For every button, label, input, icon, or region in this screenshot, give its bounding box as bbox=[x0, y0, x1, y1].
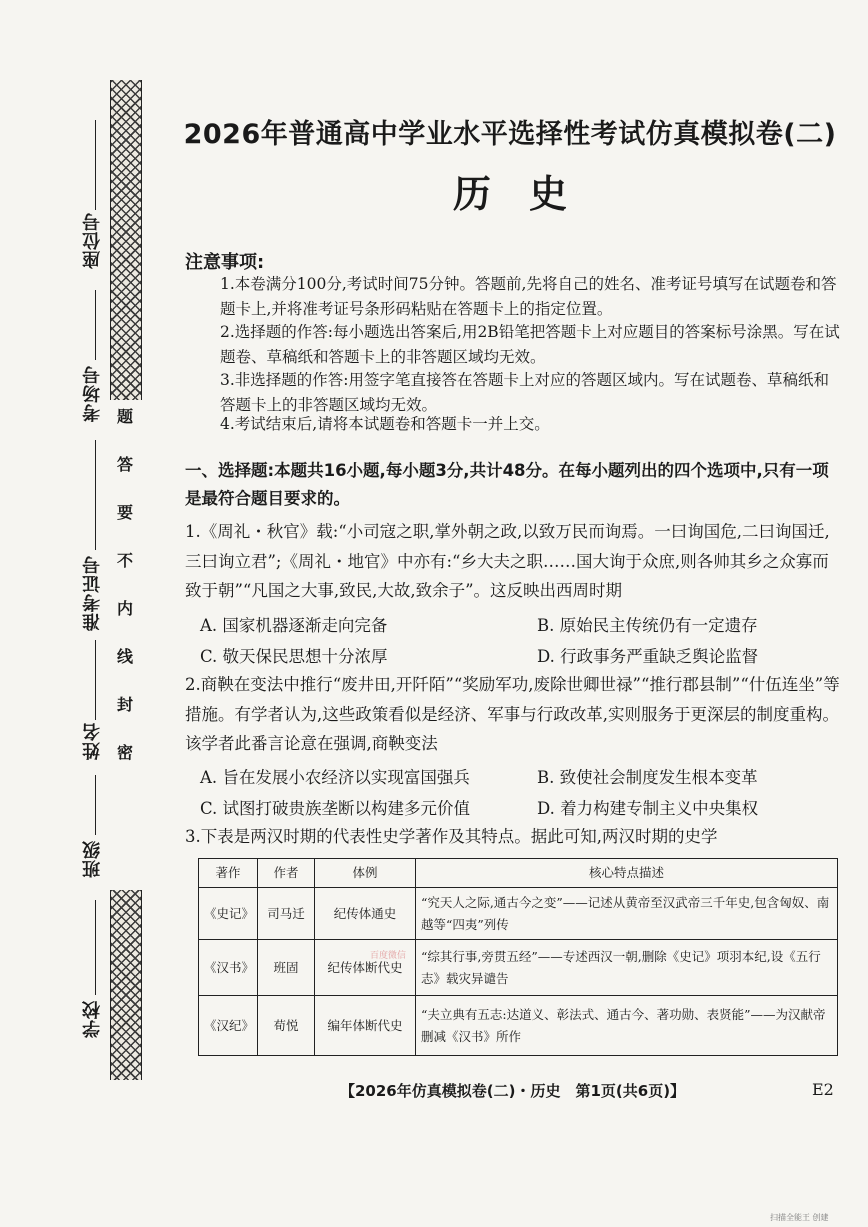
table-cell: 编年体断代史 bbox=[315, 996, 416, 1056]
school-label: 学校 bbox=[82, 1000, 103, 1038]
seal-char: 要 bbox=[116, 503, 133, 522]
table-cell: 《汉纪》 bbox=[199, 996, 258, 1056]
q2-option-a: A. 旨在发展小农经济以实现富国强兵 bbox=[200, 768, 470, 787]
seal-char: 内 bbox=[116, 599, 133, 618]
historiography-table bbox=[198, 858, 838, 1056]
table-cell: 《汉书》 bbox=[199, 940, 258, 996]
note-item: 3.非选择题的作答:用签字笔直接答在答题卡上对应的答题区域内。写在试题卷、草稿纸和答题卡上的非答题区域均无效。 bbox=[220, 371, 830, 414]
ticket-label: 准考证号 bbox=[82, 555, 103, 631]
seat-label: 座位号 bbox=[82, 212, 103, 269]
class-label: 班级 bbox=[82, 840, 103, 878]
q2-option-d: D. 着力构建专制主义中央集权 bbox=[537, 799, 759, 818]
table-header-row bbox=[199, 859, 838, 888]
room-fill-line bbox=[95, 290, 96, 360]
seal-char: 不 bbox=[116, 551, 133, 570]
table-cell: “夫立典有五志:达道义、彰法式、通古今、著功勋、表贤能”——为汉献帝删减《汉书》所作 bbox=[416, 996, 838, 1056]
seal-char: 答 bbox=[116, 455, 133, 474]
school-fill-line bbox=[95, 900, 96, 995]
seal-char: 题 bbox=[116, 407, 133, 426]
table-header: 体例 bbox=[315, 859, 416, 888]
room-label: 考场号 bbox=[82, 365, 103, 422]
page-footer: 【2026年仿真模拟卷(二)・历史 第1页(共6页)】 bbox=[340, 1082, 686, 1100]
q1-option-c: C. 敬天保民思想十分浓厚 bbox=[200, 647, 388, 666]
table-cell: 荀悦 bbox=[258, 996, 315, 1056]
seal-char: 线 bbox=[116, 647, 133, 666]
notes-heading: 注意事项: bbox=[185, 252, 265, 273]
q2-option-b: B. 致使社会制度发生根本变革 bbox=[537, 768, 758, 787]
q1-option-a: A. 国家机器逐渐走向完备 bbox=[200, 616, 388, 635]
table-cell: 司马迁 bbox=[258, 888, 315, 940]
seat-fill-line bbox=[95, 120, 96, 210]
class-fill-line bbox=[95, 775, 96, 835]
name-label: 姓名 bbox=[82, 722, 103, 760]
ticket-fill-line bbox=[95, 440, 96, 550]
table-cell: 纪传体断代史 bbox=[315, 940, 416, 996]
table-cell: “综其行事,旁贯五经”——专述西汉一朝,删除《史记》项羽本纪,设《五行志》载灾异谴告 bbox=[416, 940, 838, 996]
table-cell: “究天人之际,通古今之变”——记述从黄帝至汉武帝三千年史,包含匈奴、南越等“四夷”列传 bbox=[416, 888, 838, 940]
scanner-mark: 扫描全能王 创建 bbox=[770, 1213, 829, 1222]
question-1-stem: 1.《周礼・秋官》载:“小司寇之职,掌外朝之政,以致万民而询焉。一曰询国危,二曰询国迁,三曰询立君”;《周礼・地官》中亦有:“乡大夫之职……国大询于众庶,则各帅其乡之众寡而致于朝”“凡国之大事,致民,大故,致余子”。这反映出西周时期 bbox=[185, 522, 830, 600]
table-cell: 纪传体通史 bbox=[315, 888, 416, 940]
q1-option-b: B. 原始民主传统仍有一定遗存 bbox=[537, 616, 758, 635]
table-row bbox=[199, 996, 838, 1056]
note-item: 2.选择题的作答:每小题选出答案后,用2B铅笔把答题卡上对应题目的答案标号涂黑。写在试题卷、草稿纸和答题卡上的非答题区域均无效。 bbox=[220, 323, 840, 366]
binding-ornament-strip bbox=[110, 80, 142, 1080]
question-3-stem: 3.下表是两汉时期的代表性史学著作及其特点。据此可知,两汉时期的史学 bbox=[185, 827, 718, 846]
section-heading: 一、选择题:本题共16小题,每小题3分,共计48分。在每小题列出的四个选项中,只有一项是最符合题目要求的。 bbox=[185, 461, 829, 508]
note-item: 4.考试结束后,请将本试题卷和答题卡一并上交。 bbox=[220, 415, 550, 433]
subject-title: 历 史 bbox=[452, 172, 567, 216]
table-row bbox=[199, 888, 838, 940]
watermark: 百度微信 bbox=[370, 951, 407, 961]
seal-char: 封 bbox=[116, 695, 133, 714]
name-fill-line bbox=[95, 640, 96, 720]
seal-char: 密 bbox=[116, 743, 133, 762]
q2-option-c: C. 试图打破贵族垄断以构建多元价值 bbox=[200, 799, 471, 818]
table-header: 核心特点描述 bbox=[416, 859, 838, 888]
q1-option-d: D. 行政事务严重缺乏舆论监督 bbox=[537, 647, 759, 666]
question-2-stem: 2.商鞅在变法中推行“废井田,开阡陌”“奖励军功,废除世卿世禄”“推行郡县制”“什伍连坐”等措施。有学者认为,这些政策看似是经济、军事与行政改革,实则服务于更深层的制度重构。该学者此番言论意在强调,商鞅变法 bbox=[185, 675, 840, 753]
exam-title: 2026年普通高中学业水平选择性考试仿真模拟卷(二) bbox=[183, 119, 837, 150]
note-item: 1.本卷满分100分,考试时间75分钟。答题前,先将自己的姓名、准考证号填写在试题卷和答题卡上,并将准考证号条形码粘贴在答题卡上的指定位置。 bbox=[220, 275, 837, 318]
table-cell: 《史记》 bbox=[199, 888, 258, 940]
table-header: 著作 bbox=[199, 859, 258, 888]
paper-code: E2 bbox=[812, 1080, 834, 1099]
table-row bbox=[199, 940, 838, 996]
table-cell: 班固 bbox=[258, 940, 315, 996]
table-header: 作者 bbox=[258, 859, 315, 888]
